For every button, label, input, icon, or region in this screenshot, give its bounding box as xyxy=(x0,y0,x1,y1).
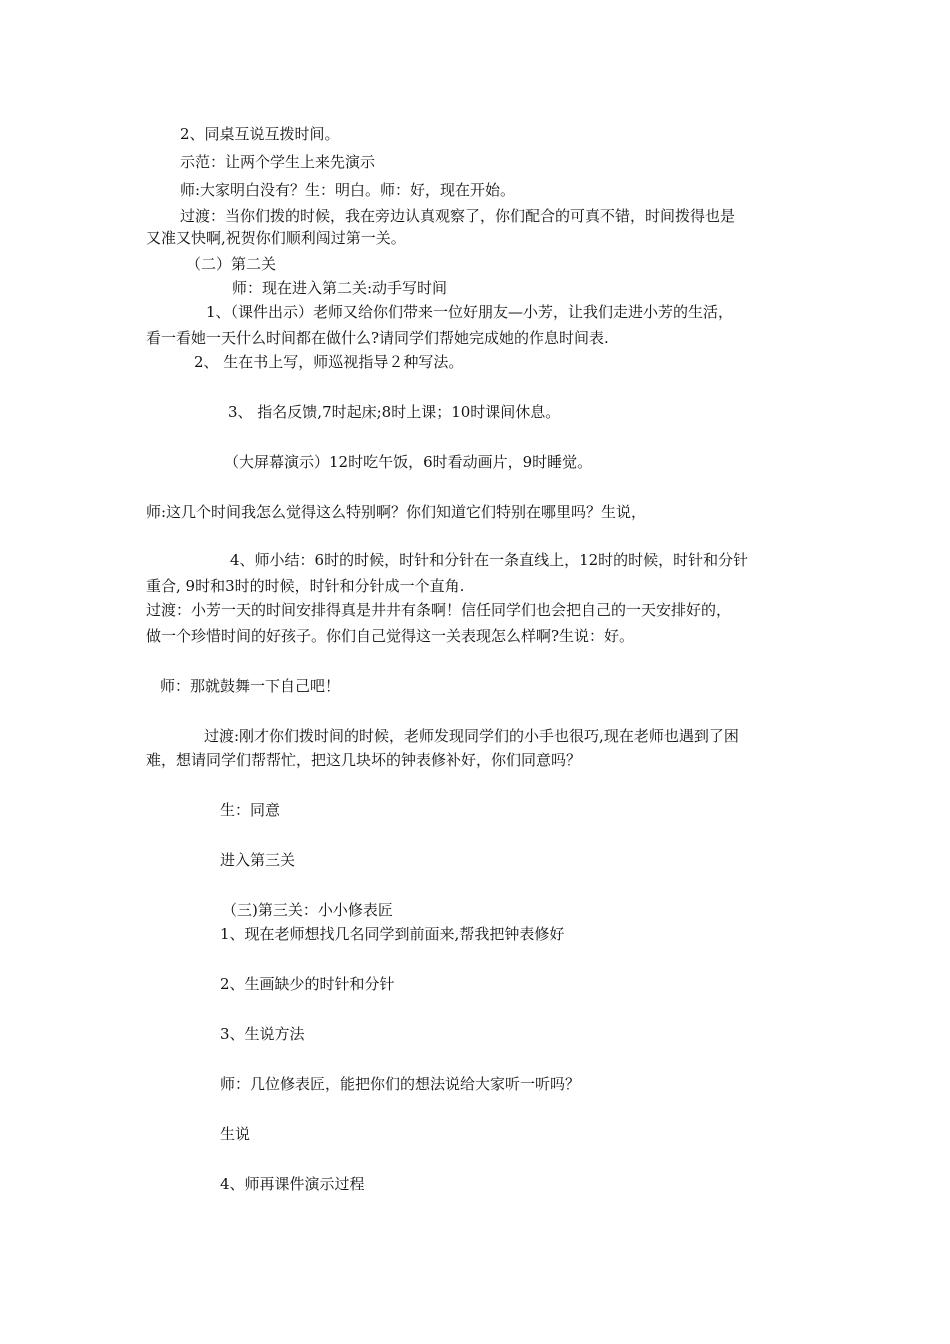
text-line: 示范：让两个学生上来先演示 xyxy=(180,153,376,171)
text-line: 生说 xyxy=(220,1125,251,1143)
text-line: 过渡:刚才你们拨时间的时候，老师发现同学们的小手也很巧,现在老师也遇到了困 xyxy=(204,727,739,745)
text-line: 2、 生在书上写，师巡视指导２种写法。 xyxy=(194,353,464,371)
section-heading: （二）第二关 xyxy=(186,255,277,273)
text-line: 过渡：当你们拨的时候，我在旁边认真观察了，你们配合的可真不错，时间拨得也是 xyxy=(180,207,736,225)
text-line: 做一个珍惜时间的好孩子。你们自己觉得这一关表现怎么样啊?生说：好。 xyxy=(146,627,635,645)
text-line: 3、生说方法 xyxy=(220,1025,305,1043)
text-line: 师：现在进入第二关:动手写时间 xyxy=(232,279,448,297)
text-line: 进入第三关 xyxy=(220,851,296,869)
text-line: 生：同意 xyxy=(220,801,281,819)
text-line: 2、同桌互说互拨时间。 xyxy=(180,125,340,143)
text-line: 师：几位修表匠，能把你们的想法说给大家听一听吗？ xyxy=(220,1075,581,1093)
text-line: 2、生画缺少的时针和分针 xyxy=(220,975,395,993)
text-line: 看一看她一天什么时间都在做什么?请同学们帮她完成她的作息时间表. xyxy=(146,329,609,347)
text-line: 过渡：小芳一天的时间安排得真是井井有条啊！信任同学们也会把自己的一天安排好的， xyxy=(146,601,732,619)
text-line: 师：那就鼓舞一下自己吧！ xyxy=(160,677,341,695)
text-line: 1、（课件出示）老师又给你们带来一位好朋友—小芳，让我们走进小芳的生活， xyxy=(206,303,734,321)
text-line: 难，想请同学们帮帮忙，把这几块坏的钟表修补好，你们同意吗？ xyxy=(146,751,582,769)
text-line: 师:这几个时间我怎么觉得这么特别啊？你们知道它们特别在哪里吗？生说， xyxy=(146,503,647,521)
text-line: 师:大家明白没有？生：明白。师：好，现在开始。 xyxy=(180,181,516,199)
text-line: 4、师小结：6时的时候，时针和分针在一条直线上，12时的时候，时针和分针 xyxy=(230,551,749,569)
text-line: 4、师再课件演示过程 xyxy=(220,1175,365,1193)
text-line: 重合, 9时和3时的时候，时针和分针成一个直角. xyxy=(146,577,465,595)
text-line: （大屏幕演示）12时吃午饭，6时看动画片，9时睡觉。 xyxy=(224,453,593,471)
text-line: 又准又快啊,祝贺你们顺利闯过第一关。 xyxy=(146,229,406,247)
text-line: 1、现在老师想找几名同学到前面来,帮我把钟表修好 xyxy=(220,925,565,943)
text-line: 3、 指名反馈,7时起床;8时上课；10时课间休息。 xyxy=(228,403,561,421)
section-heading: （三)第三关：小小修表匠 xyxy=(222,901,393,919)
